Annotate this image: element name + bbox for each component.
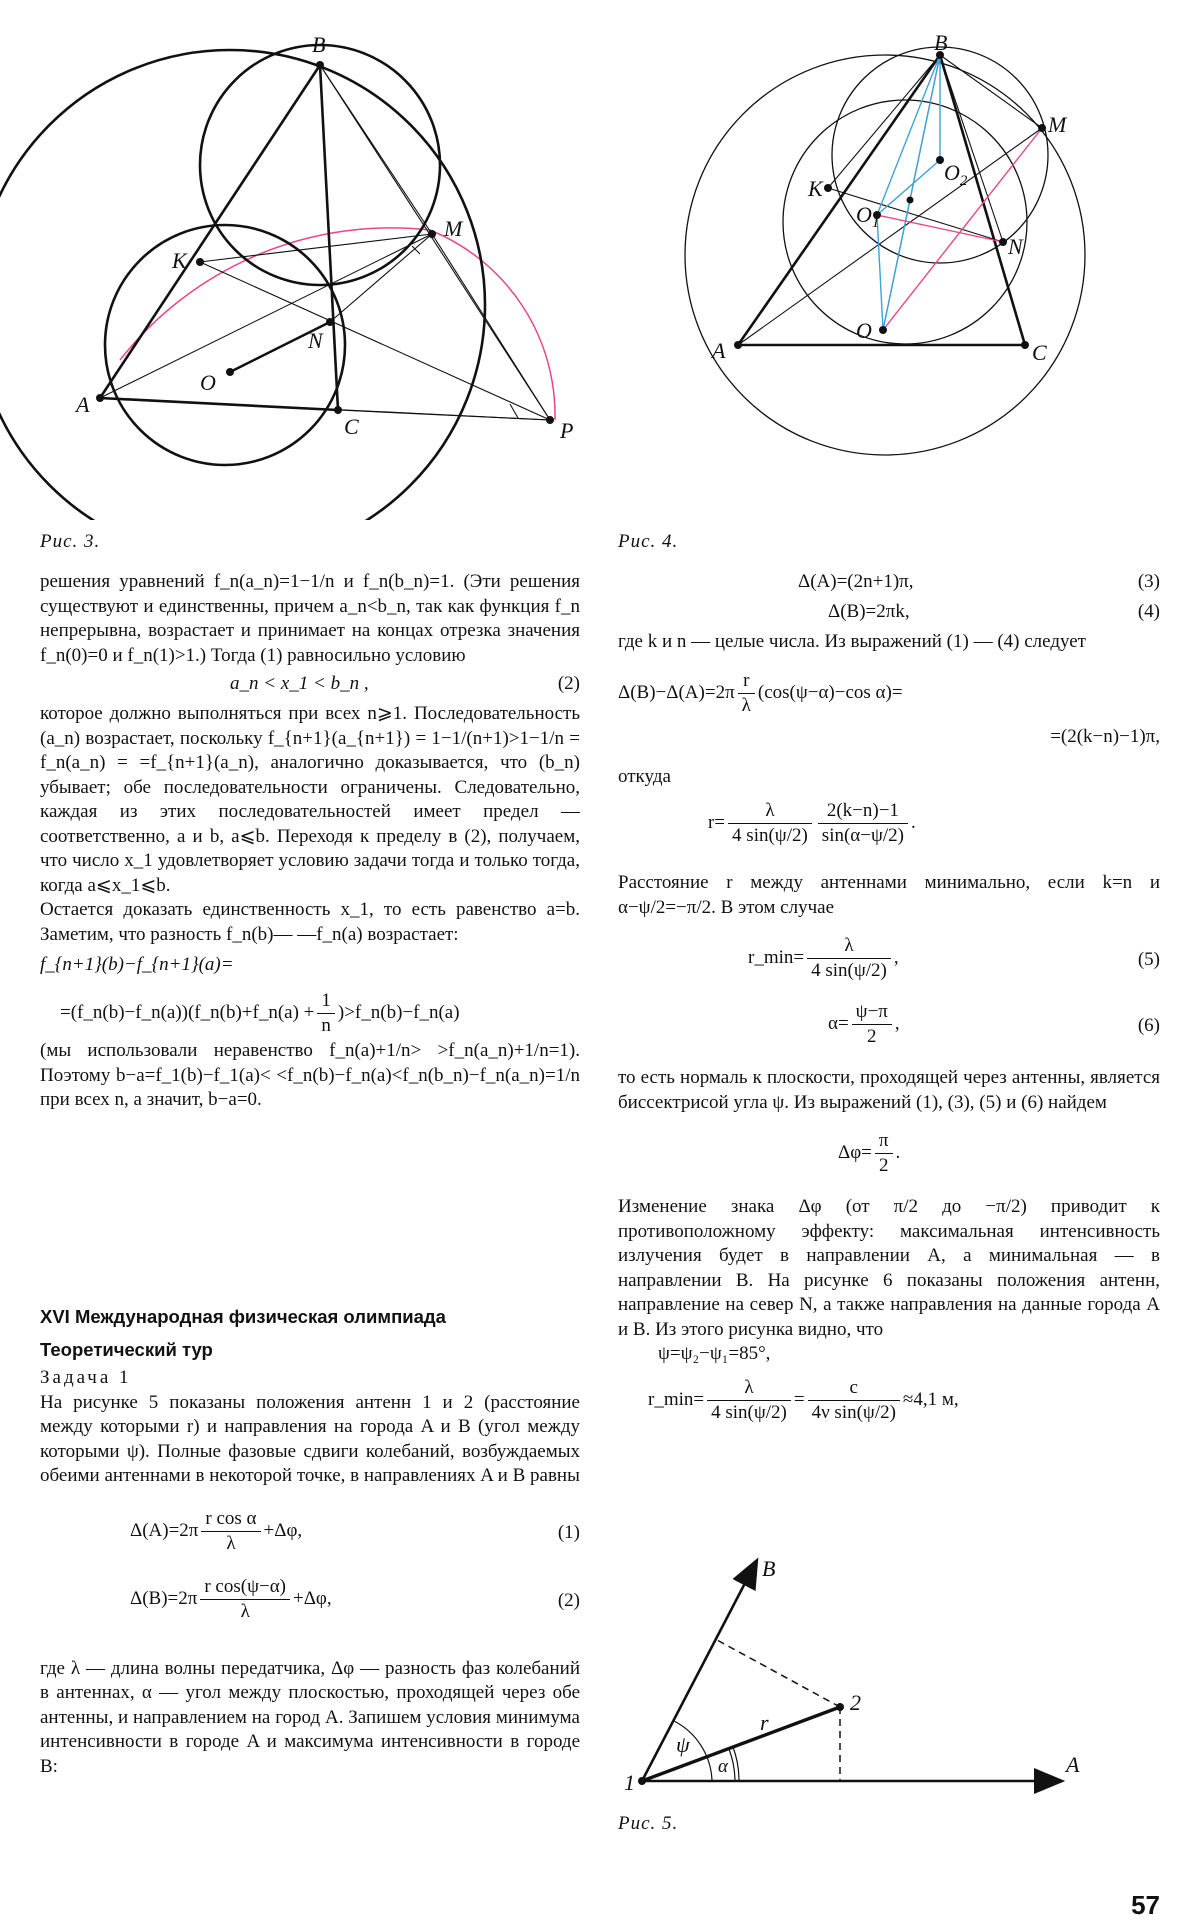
fig4-label-K: K	[808, 176, 823, 201]
fig4-label-O: O	[856, 318, 872, 343]
right-equation-5: r_min= $\frac{\lambda}{4 \sin(\psi/2)}$ , (5)	[748, 935, 1160, 981]
left-equation-3a: f_{n+1}(b)−f_{n+1}(a)=	[40, 954, 234, 975]
fig4-blue-lines	[877, 55, 940, 330]
fig4-caption: Рис. 4.	[618, 531, 679, 552]
fig4-label-A: A	[712, 338, 726, 363]
fig3-triangle	[100, 65, 338, 410]
fig3-label-K: K	[172, 248, 187, 273]
left-paragraph-1: решения уравнений f_n(a_n)=1−1/n и f_n(b_n)=1. (Эти решения существуют и единственны, причем a_n<b_n, так как функция f_n непрерывна, возрастает и принимает на концах отрезка значения f_n(0)=0 и f_n(1)>1.) Тогда (1) равносильно условию	[40, 571, 580, 666]
left-paragraph-2: которое должно выполняться при всех n⩾1. Последовательность (a_n) возрастает, поскольку f_{n+1}(a_{n+1}) = 1−1/(n+1)>1−1/n = f_n(a_n) = =f_{n+1}(a_n), аналогично доказывается, что (b_n) убывает; обе последовательности ограничены. Следовательно, каждая из этих последовательностей имеет предел — соответственно, a и b, a⩽b. Переходя к пределу в (2), получаем, что число x_1 удовлетворяет условию задачи тогда и только тогда, когда a⩽x_1⩽b.	[40, 703, 580, 896]
right-equation-8: ψ=ψ₂−ψ₁=85°,	[658, 1343, 771, 1364]
fig5-label-psi: ψ	[676, 1732, 690, 1757]
left-equation-1: Δ(A)=2π $\frac{\text{r cos α}}{\lambda}$ +Δφ, (1)	[130, 1507, 580, 1554]
fig3-label-P: P	[560, 418, 574, 443]
fig5-label-r: r	[760, 1710, 769, 1735]
left-equation-3b: =(f_n(b)−f_n(a))(f_n(b)+f_n(a) + $\frac{1}{n}$ )>f_n(b)−f_n(a)	[60, 990, 460, 1036]
figure-5	[620, 1540, 1100, 1810]
fig3-label-O: O	[200, 370, 216, 395]
fig3-label-M: M	[444, 216, 463, 241]
fig3-label-B: B	[312, 32, 326, 57]
section-subheading: Теоретический тур	[40, 1338, 213, 1360]
right-column	[618, 570, 1160, 1432]
right-equation-3: Δ(A)=(2n+1)π, (3)	[798, 571, 1160, 592]
figure-3	[0, 0, 580, 520]
right-equation-diff: Δ(B)−Δ(A)=2π $\frac{r}{\lambda}$ (cos(ψ−α)−cos α)=	[618, 669, 903, 716]
fig4-label-O1: $O_1$	[856, 202, 880, 231]
fig3-label-A: A	[76, 392, 90, 417]
fig5-label-2: 2	[850, 1690, 861, 1715]
fig4-label-C: C	[1032, 340, 1047, 365]
left-equation-2: a_n < x_1 < b_n , (2)	[230, 673, 580, 694]
right-equation-7: Δφ= $\frac{\pi}{2}$ .	[838, 1130, 901, 1176]
fig5-point-2	[836, 1703, 844, 1711]
right-equation-diff-2: =(2(k−n)−1)π,	[1050, 725, 1160, 747]
right-paragraph-4: Изменение знака Δφ (от π/2 до −π/2) приводит к противоположному эффекту: максимальная интенсивность излучения будет в направлении A, а минимальная — в направлении B. На рисунке 6 показаны положения антенн, направление на север N, а также направления на данные города A и B. Из этого рисунка видно, что	[618, 1196, 1160, 1340]
right-paragraph-3: то есть нормаль к плоскости, проходящей через антенны, является биссектрисой угла ψ. Из выражений (1), (3), (5) и (6) найдем	[618, 1067, 1160, 1113]
task-title: Задача 1	[40, 1367, 132, 1388]
fig3-big-circle	[0, 50, 485, 520]
fig3-label-C: C	[344, 414, 359, 439]
fig4-label-O2: $O_2$	[944, 160, 968, 189]
fig5-segment-r	[642, 1707, 840, 1781]
fig4-label-N: N	[1008, 234, 1023, 259]
fig5-label-alpha: α	[718, 1756, 728, 1777]
fig5-label-1: 1	[624, 1770, 635, 1795]
right-equation-9: r_min= $\frac{\lambda}{4 \sin(\psi/2)}$ = $\frac{c}{\text{4ν sin(ψ/2)}}$ ≈4,1 м,	[648, 1377, 959, 1423]
fig4-points	[734, 51, 1046, 349]
fig5-point-1	[638, 1777, 646, 1785]
right-equation-4: Δ(B)=2πk, (4)	[828, 601, 1160, 622]
fig5-arc-alpha	[729, 1749, 735, 1781]
figure-4	[640, 0, 1200, 500]
right-paragraph-2: Расстояние r между антеннами минимально, если k=n и α−ψ/2=−π/2. В этом случае	[618, 872, 1160, 918]
fig5-label-A: A	[1066, 1752, 1080, 1777]
left-paragraph-3: Остается доказать единственность x_1, то есть равенство a=b. Заметим, что разность f_n(b)— —f_n(a) возрастает:	[40, 899, 580, 945]
fig5-label-B: B	[762, 1556, 776, 1581]
left-paragraph-5: На рисунке 5 показаны положения антенн 1 и 2 (расстояние между которыми r) и направления на города A и B (угол между которыми ψ). Полные фазовые сдвиги колебаний, возбуждаемых обеими антеннами в некоторой точке, в направлениях A и B равны	[40, 1391, 580, 1486]
fig4-label-M: M	[1048, 112, 1067, 137]
fig3-thin-lines	[100, 65, 550, 420]
page-number: 57	[1131, 1890, 1160, 1920]
fig5-caption: Рис. 5.	[618, 1813, 679, 1834]
right-equation-6: α= $\frac{\psi-\pi}{2}$ , (6)	[828, 1001, 1160, 1047]
left-column-top	[40, 570, 580, 1113]
left-paragraph-4: (мы использовали неравенство f_n(a)+1/n> >f_n(a_n)+1/n=1). Поэтому b−a=f_1(b)−f_1(a)< <f_n(b)−f_n(a)<f_n(b_n)−f_n(a_n)=1/n при всех n, а значит, b−a=0.	[40, 1040, 580, 1110]
fig4-big-circle	[685, 55, 1085, 455]
left-column-section	[40, 1305, 580, 1779]
left-equation-2b: Δ(B)=2π $\frac{\text{r cos(ψ−α)}}{\lambda}$ +Δφ, (2)	[130, 1575, 580, 1622]
right-paragraph-1: где k и n — целые числа. Из выражений (1) — (4) следует	[618, 631, 1086, 652]
fig4-thin-lines	[738, 55, 1042, 345]
fig5-arc-alpha-2	[733, 1747, 739, 1781]
fig5-dashed-perp-B	[717, 1640, 840, 1707]
fig3-label-N: N	[308, 328, 323, 353]
left-paragraph-6: где λ — длина волны передатчика, Δφ — разность фаз колебаний в антеннах, α — угол между плоскостью, проходящей через обе антенны, и направлением на город A. Запишем условия минимума интенсивности в городе A и максимума интенсивности в городе B:	[40, 1657, 580, 1777]
otkuda-text: откуда	[618, 765, 671, 787]
right-equation-r: r= $\frac{\lambda}{4 \sin(\psi/2)}$ $\frac{2(k-n)-1}{\sin(\alpha-\psi/2)}$ .	[708, 800, 916, 846]
section-heading: XVI Международная физическая олимпиада	[40, 1306, 446, 1327]
fig3-caption: Рис. 3.	[40, 531, 101, 552]
fig4-label-B: B	[934, 30, 948, 55]
fig5-axis-B	[642, 1562, 756, 1781]
